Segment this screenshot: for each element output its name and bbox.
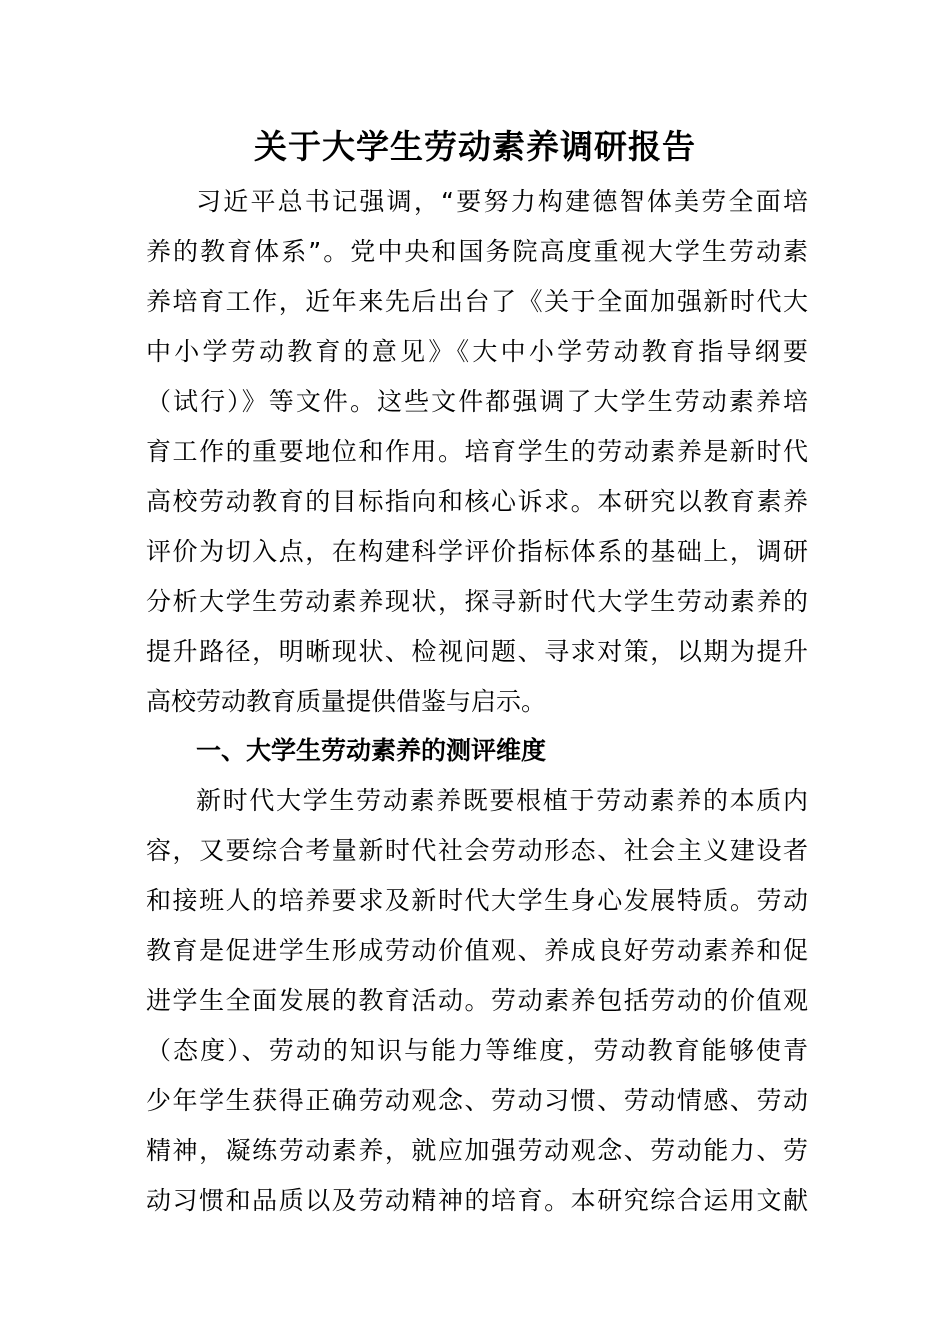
paragraph-line: 教育是促进学生形成劳动价值观、养成良好劳动素养和促 <box>146 936 808 965</box>
paragraph-line: 高校劳动教育质量提供借鉴与启示。 <box>146 687 547 716</box>
paragraph-line: 分析大学生劳动素养现状，探寻新时代大学生劳动素养的 <box>146 587 808 616</box>
paragraph-line: 和接班人的培养要求及新时代大学生身心发展特质。劳动 <box>146 886 808 915</box>
paragraph-line: 中小学劳动教育的意见》《大中小学劳动教育指导纲要 <box>146 337 808 366</box>
paragraph-line: 精神，凝练劳动素养，就应加强劳动观念、劳动能力、劳 <box>146 1136 808 1165</box>
paragraph-line: 养培育工作，近年来先后出台了《关于全面加强新时代大 <box>146 287 808 316</box>
paragraph-line: 动习惯和品质以及劳动精神的培育。本研究综合运用文献 <box>146 1186 808 1215</box>
paragraph-line: 进学生全面发展的教育活动。劳动素养包括劳动的价值观 <box>146 986 808 1015</box>
paragraph-line: 育工作的重要地位和作用。培育学生的劳动素养是新时代 <box>146 437 808 466</box>
paragraph-line: 少年学生获得正确劳动观念、劳动习惯、劳动情感、劳动 <box>146 1086 808 1115</box>
paragraph-line: 高校劳动教育的目标指向和核心诉求。本研究以教育素养 <box>146 487 808 516</box>
paragraph-line: 提升路径，明晰现状、检视问题、寻求对策，以期为提升 <box>146 637 808 666</box>
paragraph-line: 习近平总书记强调，“要努力构建德智体美劳全面培 <box>196 187 808 216</box>
document-title: 关于大学生劳动素养调研报告 <box>254 127 696 166</box>
paragraph-line: 评价为切入点，在构建科学评价指标体系的基础上，调研 <box>146 537 808 566</box>
paragraph-line: 养的教育体系”。党中央和国务院高度重视大学生劳动素 <box>146 237 808 266</box>
section-heading: 一、大学生劳动素养的测评维度 <box>196 736 547 765</box>
paragraph-line: 新时代大学生劳动素养既要根植于劳动素养的本质内 <box>196 786 808 815</box>
paragraph-line: （态度）、劳动的知识与能力等维度，劳动教育能够使青 <box>146 1036 808 1065</box>
paragraph-line: 容，又要综合考量新时代社会劳动形态、社会主义建设者 <box>146 836 808 865</box>
paragraph-line: （试行）》等文件。这些文件都强调了大学生劳动素养培 <box>146 387 808 416</box>
